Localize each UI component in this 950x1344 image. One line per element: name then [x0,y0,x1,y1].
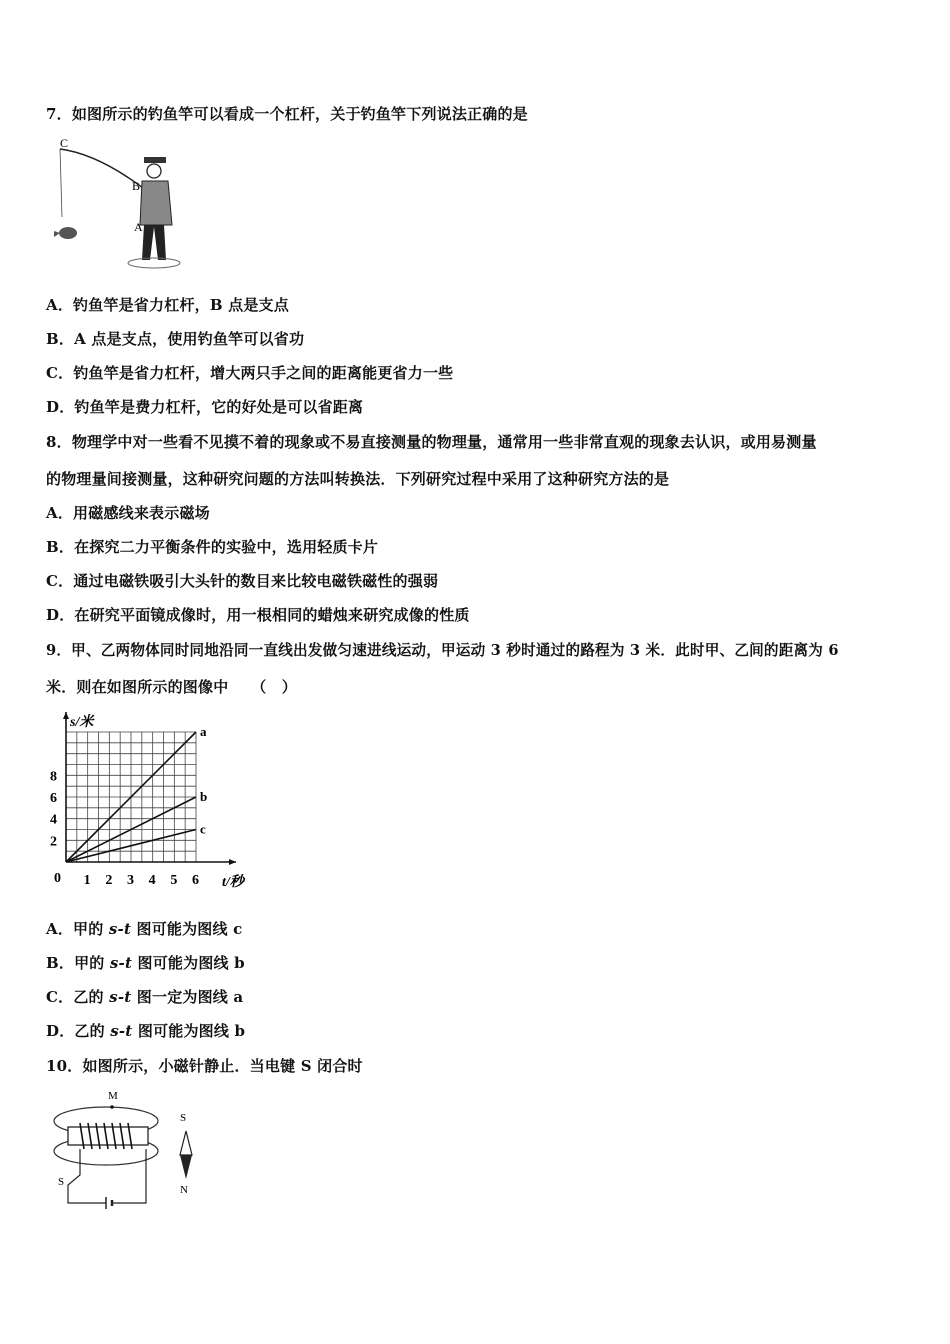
q8-stem-line1: 8．物理学中对一些看不见摸不着的现象或不易直接测量的物理量，通常用一些非常直观的现象去认识，或用易测量 [46,433,817,451]
q9-option-c-prefix: C．乙的 [46,988,110,1006]
q9-stem-line2: 米．则在如图所示的图像中 （ ） [46,678,297,696]
fishing-rod-figure [46,135,196,275]
series-label-a: a [200,724,207,739]
y-axis-arrow [63,712,69,719]
y-tick-label: 6 [50,791,57,806]
label-m: M [108,1090,118,1102]
q9-option-b [46,952,245,973]
label-c: C [60,136,69,150]
q9-option-d-suffix: 图可能为图线 b [132,1022,246,1040]
q8-option-c: C．通过电磁铁吸引大头针的数目来比较电磁铁磁性的强弱 [46,572,439,590]
q10-stem: 10．如图所示，小磁针静止．当电键 S 闭合时 [46,1057,363,1075]
q9-option-d-var: s-t [110,1022,133,1040]
y-tick-label: 8 [50,769,57,785]
y-axis-label: s/米 [70,715,94,730]
q9-stem-line1: 9．甲、乙两物体同时同地沿同一直线出发做匀速进线运动，甲运动 3 秒时通过的路程为 3 米．此时甲、乙间的距离为 6 [46,642,839,659]
st-graph [40,712,270,897]
q9-option-b-prefix: B．甲的 [46,954,110,972]
q8-stem-line2: 的物理量间接测量，这种研究问题的方法叫转换法．下列研究过程中采用了这种研究方法的是 [46,470,670,488]
q9-option-a-var: s-t [108,920,132,938]
x-tick-label: 4 [148,873,156,888]
electromagnet-figure [46,1085,216,1215]
label-pole-s: S [180,1112,187,1124]
q7-option-a: A．钓鱼竿是省力杠杆，B 点是支点 [46,296,289,314]
q9-option-c-suffix: 图一定为图线 a [131,988,244,1006]
y-tick-label: 2 [50,834,57,850]
series-label-c: c [200,821,206,837]
q9-option-c [46,986,243,1007]
q9-option-a [46,918,242,939]
label-a: A [134,220,143,234]
q7-option-b: B．A 点是支点，使用钓鱼竿可以省功 [46,330,305,348]
series-label-b: b [200,789,208,804]
x-tick-label: 5 [170,873,178,888]
x-tick-label: 2 [105,873,113,888]
label-pole-n: N [180,1184,188,1196]
q9-option-d-prefix: D．乙的 [46,1022,111,1040]
label-b: B [132,179,141,193]
q7-option-d: D．钓鱼竿是费力杠杆，它的好处是可以省距离 [46,398,364,416]
q9-option-a-prefix: A．甲的 [46,920,109,938]
y-tick-label: 4 [50,812,57,828]
q7-option-c: C．钓鱼竿是省力杠杆，增大两只手之间的距离能更省力一些 [46,364,454,382]
q8-option-b: B．在探究二力平衡条件的实验中，选用轻质卡片 [46,538,379,556]
x-tick-label: 3 [127,873,134,888]
q9-option-c-var: s-t [109,988,132,1006]
x-tick-label: 6 [192,873,199,888]
q9-option-d [46,1020,245,1041]
q7-stem: 7．如图所示的钓鱼竿可以看成一个杠杆，关于钓鱼竿下列说法正确的是 [46,105,528,123]
q9-option-b-var: s-t [109,954,133,972]
origin-label: 0 [54,871,61,886]
q8-option-d: D．在研究平面镜成像时，用一根相同的蜡烛来研究成像的性质 [46,606,470,624]
q9-option-a-suffix: 图可能为图线 c [131,920,243,938]
x-axis-label: t/秒 [222,875,244,890]
x-axis-arrow [229,859,236,865]
x-tick-label: 1 [83,873,91,888]
label-switch-s: S [58,1176,65,1188]
q8-option-a: A．用磁感线来表示磁场 [46,504,210,522]
q9-option-b-suffix: 图可能为图线 b [132,954,245,972]
